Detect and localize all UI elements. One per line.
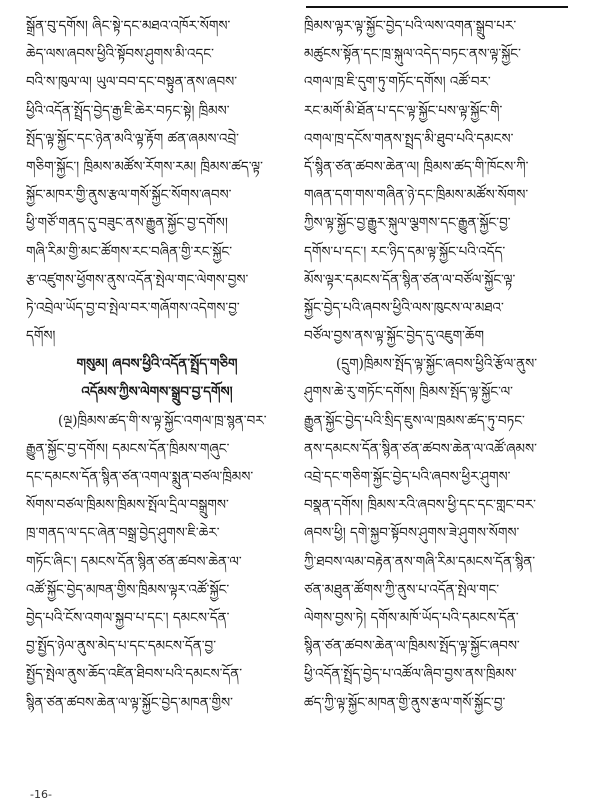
left-text-line: སྒྲོན་བུ་དགོས། ཞིང་སྟེ་དང་མཐའ་འཁོར་སོགས་ xyxy=(26,18,231,34)
right-text-line: བསྣན་དགོས། ཁྲིམས་རའི་ཞབས་ཕྱི་དང་དང་གླང་བར་ xyxy=(304,497,536,514)
left-text-line: བའི་ས་ཁུལ་ལ། ཡུལ་བབ་དང་བསྟུན་ནས་ཞབས་ xyxy=(26,74,238,91)
right-text-line: ཤུགས་ཆེ་རུ་གཏོང་དགོས། ཁྲིམས་སྤོད་ལྟ་སྐྱོང་ལ་ xyxy=(304,384,513,401)
left-text-line: གཅིག་སྐྱོང་། ཁྲིམས་མཚོས་རོགས་རམ། ཁྲིམས་ཚད་ལྟ་ xyxy=(26,158,263,175)
left-text-line: སྤོད་ལྟ་སྐྱོང་དང་ཉེན་མའི་ལྟ་རྟོག ཚན་ཞམས་འབྲེ་ xyxy=(26,130,239,147)
left-text-line: སྙིན་ཙན་ཚབས་ཆེན་ལ་ལྟ་སྐྱོང་བྱེད་མཁན་གྱིས་ xyxy=(26,694,234,711)
section-heading-line-2: འདོམས་ཀྱིས་ལེགས་སྒྲུབ་བྱ་དགོས། xyxy=(81,384,233,401)
right-text-line: སྙིན་ཙན་ཚབས་ཆེན་ལ་ཁྲིམས་སྤོད་ལྟ་སྐྱོང་ཞབས་ xyxy=(304,638,520,655)
top-rule xyxy=(306,6,568,8)
right-text-line: གཞན་དག་གས་གཞིན་ཉེ་དང་ཁྲིམས་མཚོས་སོགས་ xyxy=(304,187,529,204)
left-text-line: ཆེད་ལས་ཞབས་ཕྱིའི་སྟོབས་ཤུགས་མི་འདང་ xyxy=(26,46,214,63)
section-heading-line-1: གསུམ། ཞབས་ཕྱིའི་འདོན་སྤྲོད་གཅིག xyxy=(76,356,238,373)
right-text-line: ཚད་ཀྱི་ལྟ་སྐྱོང་མཁན་གྱི་ནུས་རྩལ་གསོ་སྐྱོང་བྱ་ xyxy=(304,694,506,711)
right-text-line: རང་མགོ་མི་ཐོན་པ་དང་ལྟ་སྐྱོང་པས་ལྟ་སྐྱོང་གི་ xyxy=(304,102,503,119)
right-text-line: འགལ་ཁྲ་ཇི་དུག་ཏུ་གཏོང་དགོས། འཚོ་བར་ xyxy=(304,74,491,91)
left-text-line: (ལྔ)ཁྲིམས་ཚད་གི་ས་ལྟ་སྐྱོང་འགལ་ཁྲ་སྙན་བར་ xyxy=(58,412,267,429)
left-text-line: ཁྲ་གནད་ལ་དང་ཞེན་བསྒྲ་བྱེད་ཤུགས་ཇི་ཆེར་ xyxy=(26,525,220,542)
right-text-line: ཀྱིས་ལྟ་སྐྱོང་བྱ་རྒྱུར་སྐུལ་ལྕགས་དང་རྒྱུན་སྐྱོང་བྱ་ xyxy=(304,215,511,232)
right-text-line: ལེགས་བྱས་ཏེ། དགོས་མཁོ་ཡོད་པའི་དམངས་དོན་ xyxy=(304,609,519,626)
left-text-line: གཏོང་ཞིང་། དམངས་དོན་སྙིན་ཙན་ཚབས་ཆེན་ལ་ xyxy=(26,553,242,570)
right-text-line: འབྲེ་དང་གཅིག་སྐྱོང་བྱེད་པའི་ཞབས་ཕྱིར་ཤུགས་ xyxy=(304,469,511,485)
right-text-line: ཁྲིམས་ལྟར་ལྟ་སྐྱོང་བྱེད་པའི་ལས་འགན་སྒྲུབ་པར་ xyxy=(304,18,517,34)
right-column xyxy=(304,12,566,717)
left-text-line: བྱེད་པའི་ངོས་འགལ་སྐྱབ་པ་དང་། དམངས་དོན་ xyxy=(26,609,230,626)
left-text-line: དང་དམངས་དོན་སྙིན་ཙན་འགལ་སྨུན་བཙལ་ཁྲིམས་ xyxy=(26,469,254,485)
right-text-line: འགལ་ཁྲ་དངོས་གནས་སྤྲད་མི་ཐུབ་པའི་དམངས་ xyxy=(304,130,514,147)
left-text-line: ཏེ་འབྲེལ་ཡོད་བྱ་བ་སྤེལ་བར་གཞོགས་འདེགས་བྱ་ xyxy=(26,299,240,316)
right-text-line: མོས་ལྟར་དམངས་དོན་སྙིན་ཙན་ལ་བཙོལ་སྐྱོང་ལྟ་ xyxy=(304,271,516,288)
left-text-line: སོགས་བཙལ་ཁྲིམས་ཁྲིམས་སྤོལ་དྲིལ་བསྒྲུགས་ xyxy=(26,497,229,514)
right-text-line: སྐྱོང་བྱེད་པའི་ཞབས་ཕྱིའི་ལས་ཁུངས་ལ་མཐའ་ xyxy=(304,299,504,316)
left-text-line: དགོས། xyxy=(26,328,56,345)
right-text-line: ཞབས་ཕྱི། དགེ་སྐྱབ་སྟོབས་ཤུགས་ཟེ་ཤུགས་སོགས་ xyxy=(304,525,520,542)
left-text-line: བྱ་སྤྱོད་ཉེལ་ནུས་མེད་པ་དང་དམངས་དོན་བྱ་ xyxy=(26,638,217,655)
page-number: -16- xyxy=(30,788,52,801)
right-text-line: ནས་དམངས་དོན་སྙིན་ཙན་ཚབས་ཆེན་ལ་འཚོ་ཞམས་ xyxy=(304,440,537,457)
right-text-line: བཙོལ་བྱས་ནས་ལྟ་སྐྱོང་བྱེད་དུ་འཇུག་ཆོག xyxy=(304,328,485,345)
right-text-line: རྒྱུན་སྐྱོང་བྱེད་པའི་སྲིད་ཇུས་ལ་ཁྲམས་ཚད་ཏུ་བཏང་ xyxy=(304,412,525,429)
left-text-line: རྩ་འཛུགས་ཕྱོགས་ནུས་འདོན་སྤེལ་གང་ལེགས་བྱས་ xyxy=(26,271,249,288)
left-column xyxy=(26,12,288,717)
right-text-line: དགོས་པ་དང་། རང་ཉིད་དམ་ལྟ་སྐྱོང་པའི་འདོད་ xyxy=(304,243,506,260)
left-text-line: ཕྱི་གཙོ་གནད་དུ་བཟུང་ནས་རྒྱུན་སྐྱོང་བྱ་དགོས། xyxy=(26,215,228,232)
left-text-line: འཚོ་སྐྱོང་བྱེད་མཁན་གྱིས་ཁྲིམས་ལྟར་འཚོ་སྐྱོང་ xyxy=(26,581,230,598)
right-text-line: ཙན་མཐུན་ཚོགས་ཀྱི་ནུས་པ་འདོན་སྤེལ་གང་ xyxy=(304,581,500,598)
left-text-line: སྤྱོད་སྤེལ་ནུས་ཆོད་འཛིན་ཐིབས་པའི་དམངས་དོན་ xyxy=(26,666,243,683)
right-text-line: དོ་སྙིན་ཙན་ཚབས་ཆེན་ལ། ཁྲིམས་ཚད་གི་ཁོངས་ཀི་ xyxy=(304,158,529,175)
left-text-line: རྒྱུན་སྐྱོང་བྱ་དགོས། དམངས་དོན་ཁྲིམས་གཞུང་ xyxy=(26,440,230,457)
left-text-line: གཞི་རིམ་གྱི་མང་ཚོགས་རང་བཞིན་གྱི་རང་སྐྱོང་ xyxy=(26,243,233,260)
left-text-line: སྐྱོང་མཁར་གྱི་ནུས་རྩལ་གསོ་སྐྱོང་སོགས་ཞབས་ xyxy=(26,187,232,204)
right-text-line: ཀྱི་ཐབས་ལམ་བརྟེན་ནས་གཞི་རིམ་དམངས་དོན་སྙིན་ xyxy=(304,553,536,570)
right-text-line: མཚུངས་སྟོན་དང་ཁྲ་སྐུལ་འདེད་བཏང་ནས་ལྟ་སྐྱོང་ xyxy=(304,46,521,63)
right-text-line: (དྲུག)ཁྲིམས་སྤོད་ལྟ་སྐྱོང་ཞབས་ཕྱིའི་རྩོལ་ནུས་ xyxy=(336,356,538,373)
left-text-line: ཕྱིའི་འདོན་སྤྲོད་བྱེད་རྒྱ་ཇི་ཆེར་བཏང་སྟེ། ཁྲིམས་ xyxy=(26,102,230,119)
right-text-line: ཕྱི་འདོན་སྤྲོད་བྱེད་པ་འཚོལ་ཞིབ་བྱས་ནས་ཁྲིམས་ xyxy=(304,666,517,683)
